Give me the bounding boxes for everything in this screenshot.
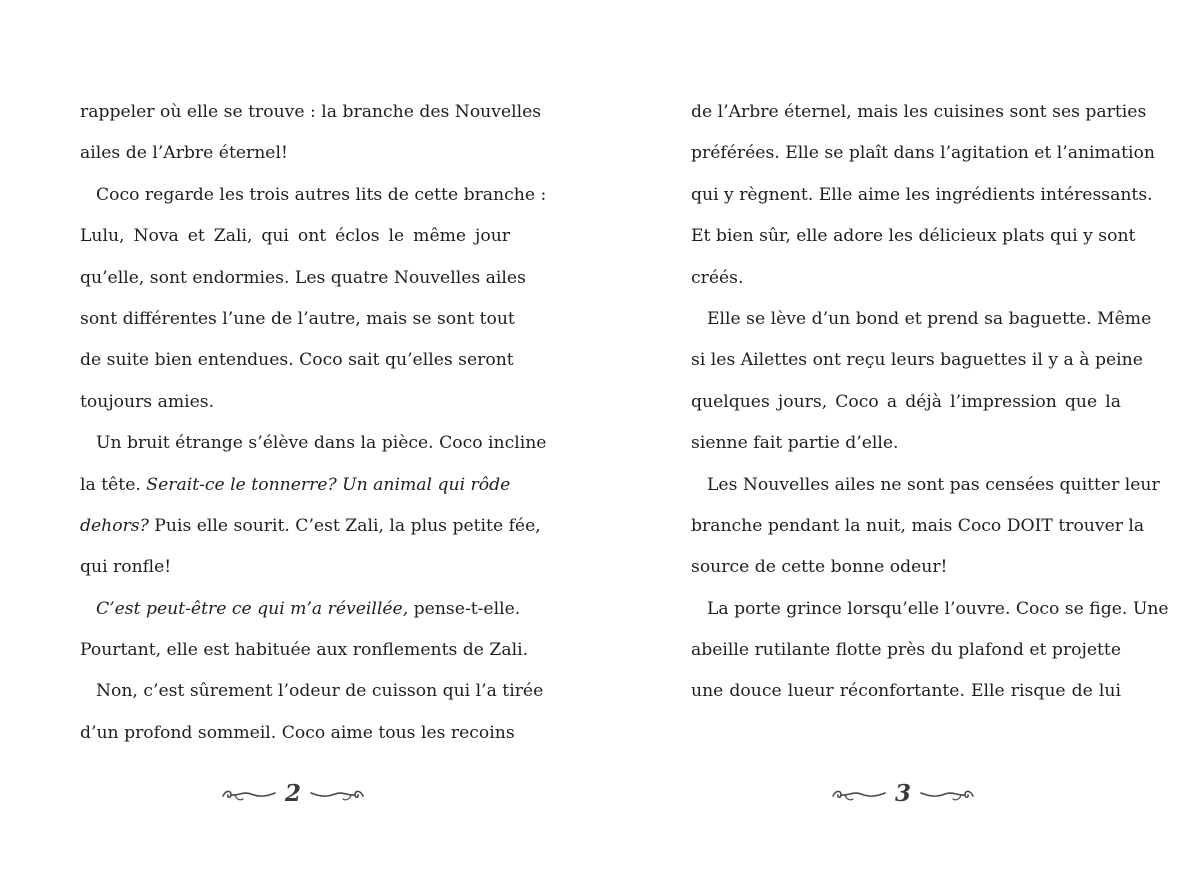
text-line: La porte grince lorsqu’elle l’ouvre. Coco se fige. Une — [707, 598, 1169, 619]
text-line: préférées. Elle se plaît dans l’agitation et l’animation — [691, 143, 1155, 164]
text-line: toujours amies. — [80, 391, 215, 412]
page-number: 3 — [894, 780, 911, 807]
left-flourish-icon — [221, 784, 277, 804]
text-line: Un bruit étrange s’élève dans la pièce. Coco incline — [96, 433, 547, 454]
left-flourish-icon — [831, 784, 887, 804]
left-page — [80, 92, 547, 754]
text-line: ailes de l’Arbre éternel! — [80, 143, 288, 164]
text-line: d’un profond sommeil. Coco aime tous les recoins — [80, 722, 515, 743]
text-line: qui ronfle! — [80, 557, 172, 578]
page-number: 2 — [284, 780, 301, 807]
right-page — [691, 92, 1169, 713]
right-flourish-icon — [309, 784, 365, 804]
text-line: Les Nouvelles ailes ne sont pas censées quitter leur — [707, 474, 1160, 495]
text-line: qu’elle, sont endormies. Les quatre Nouvelles ailes — [80, 267, 526, 288]
text-line: C’est peut-être ce qui m’a réveillée, pense-t-elle. — [96, 598, 521, 619]
text-line: de suite bien entendues. Coco sait qu’elles seront — [80, 350, 514, 371]
text-line: de l’Arbre éternel, mais les cuisines sont ses parties — [691, 102, 1147, 122]
text-line: créés. — [691, 267, 744, 288]
text-line: rappeler où elle se trouve : la branche des Nouvelles — [80, 102, 542, 122]
text-line: sont différentes l’une de l’autre, mais se sont tout — [80, 308, 515, 329]
text-line: si les Ailettes ont reçu leurs baguettes il y a à peine — [691, 350, 1143, 371]
text-line: Coco regarde les trois autres lits de cette branche : — [96, 184, 547, 205]
text-line: la tête. Serait-ce le tonnerre? Un animal qui rôde — [80, 474, 511, 495]
text-line: abeille rutilante flotte près du plafond et projette — [691, 640, 1121, 661]
text-line: une douce lueur réconfortante. Elle risque de lui — [691, 681, 1121, 702]
text-line: Pourtant, elle est habituée aux ronflements de Zali. — [80, 640, 529, 661]
text-line: Lulu, Nova et Zali, qui ont éclos le même jour — [80, 226, 510, 247]
text-line: dehors? Puis elle sourit. C’est Zali, la plus petite fée, — [80, 515, 541, 536]
text-line: Et bien sûr, elle adore les délicieux plats qui y sont — [691, 226, 1136, 247]
text-line: sienne fait partie d’elle. — [691, 433, 899, 454]
text-line: branche pendant la nuit, mais Coco DOIT trouver la — [691, 515, 1145, 536]
text-line: Non, c’est sûrement l’odeur de cuisson qui l’a tirée — [96, 681, 544, 702]
text-line: Elle se lève d’un bond et prend sa baguette. Même — [707, 308, 1152, 329]
page-number-footer-right — [823, 776, 983, 812]
text-line: source de cette bonne odeur! — [691, 557, 948, 578]
right-flourish-icon — [919, 784, 975, 804]
text-line: quelques jours, Coco a déjà l’impression que la — [691, 391, 1121, 412]
text-line: qui y règnent. Elle aime les ingrédients intéressants. — [691, 184, 1153, 205]
page-number-footer-left — [213, 776, 373, 812]
